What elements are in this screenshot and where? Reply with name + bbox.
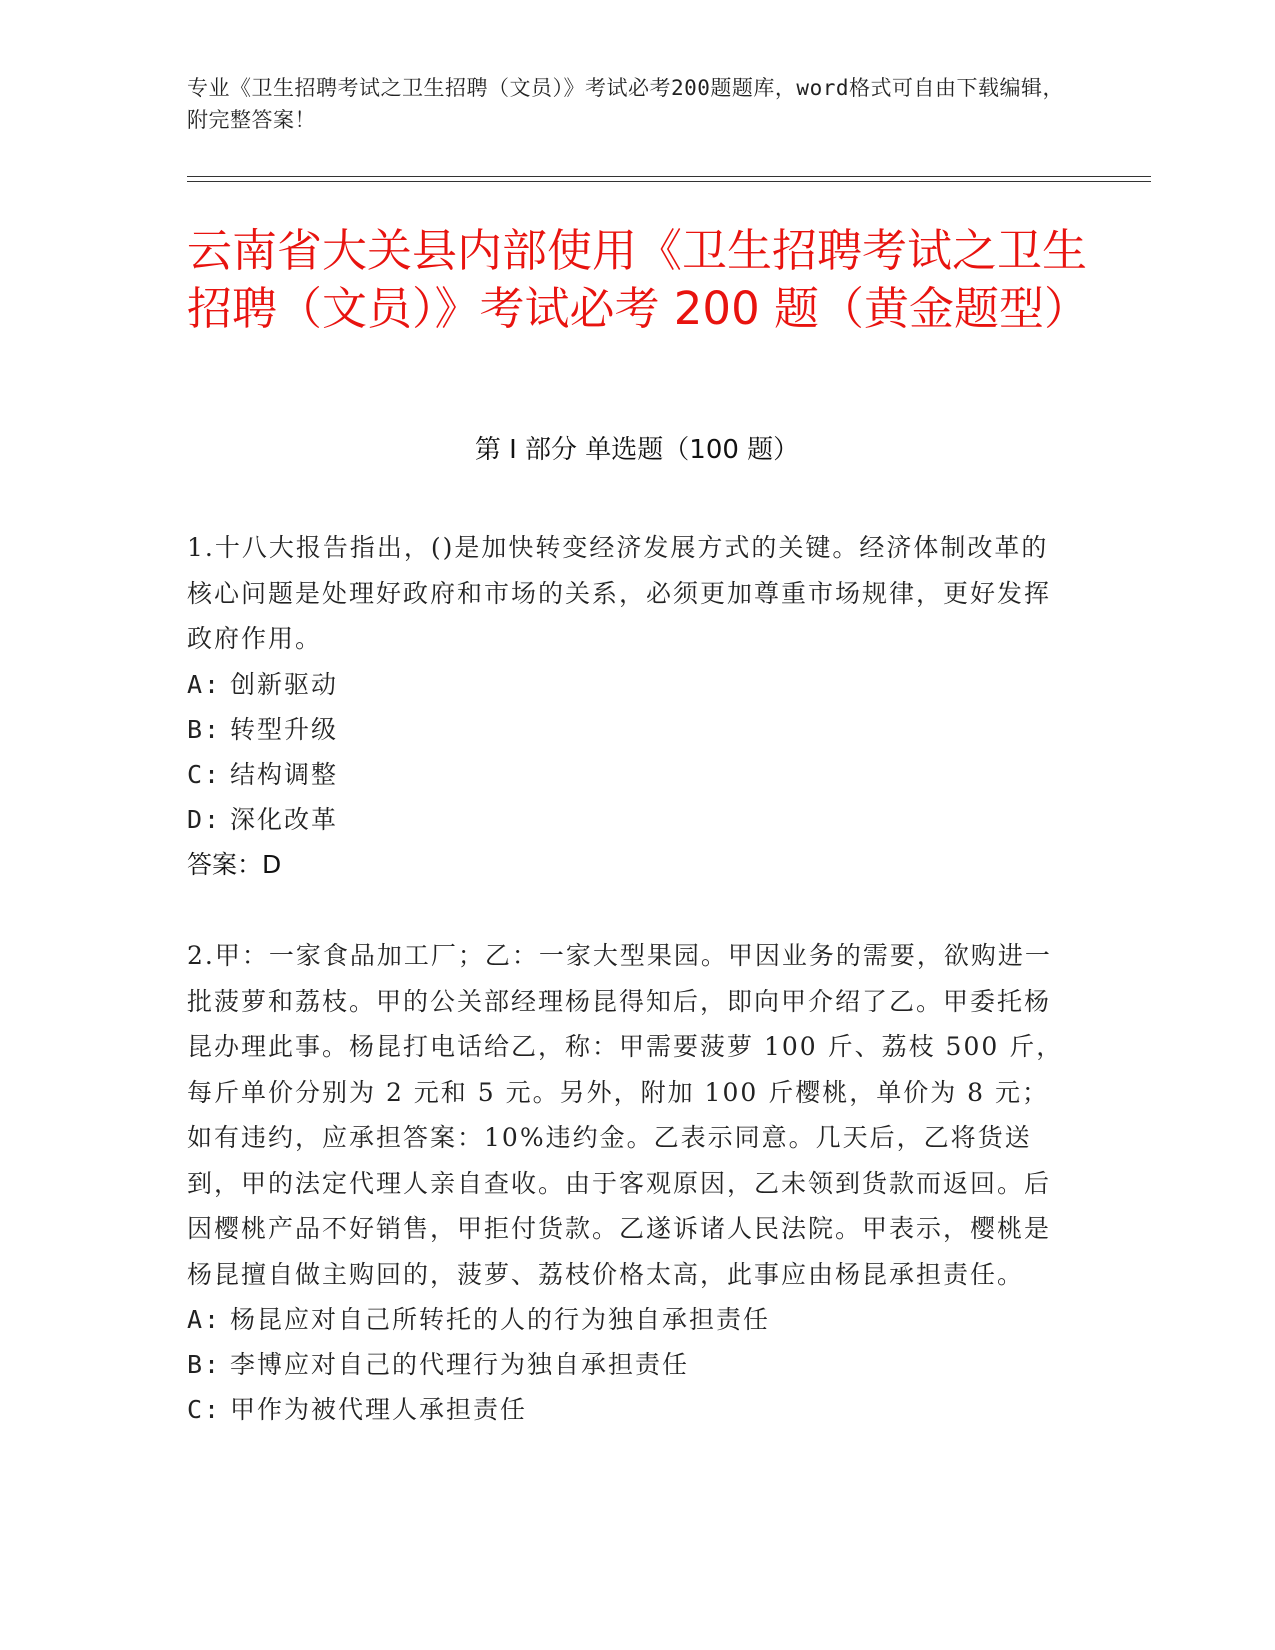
option-text: 深化改革: [230, 804, 339, 834]
header-divider-thin: [187, 181, 1151, 182]
option-text: 转型升级: [230, 714, 339, 744]
option-text: 甲作为被代理人承担责任: [230, 1395, 528, 1424]
option-a: [187, 1297, 1067, 1342]
option-key: A:: [187, 669, 222, 699]
option-text: 结构调整: [230, 759, 339, 789]
option-key: C:: [187, 759, 222, 789]
option-key: C:: [187, 1395, 222, 1424]
question-stem: 2.甲：一家食品加工厂；乙：一家大型果园。甲因业务的需要，欲购进一批菠萝和荔枝。甲的公关部经理杨昆得知后，即向甲介绍了乙。甲委托杨昆办理此事。杨昆打电话给乙，称：甲需要菠萝 100 斤、荔枝 500 斤，每斤单价分别为 2 元和 5 元。另外，附加 100 斤樱桃，单价为 8 元；如有违约，应承担答案：10%违约金。乙表示同意。几天后，乙将货送到，甲的法定代理人亲自查收。由于客观原因，乙未领到货款而返回。后因樱桃产品不好销售，甲拒付货款。乙遂诉诸人民法院。甲表示，樱桃是杨昆擅自做主购回的，菠萝、荔枝价格太高，此事应由杨昆承担责任。: [187, 941, 1064, 1289]
option-b: [187, 1342, 1067, 1387]
option-key: B:: [187, 1350, 222, 1379]
question-1: [187, 525, 1067, 887]
answer-line: 答案：D: [187, 849, 282, 879]
option-key: B:: [187, 714, 222, 744]
question-stem: 1.十八大报告指出，()是加快转变经济发展方式的关键。经济体制改革的核心问题是处理好政府和市场的关系，必须更加尊重市场规律，更好发挥政府作用。: [187, 533, 1052, 653]
option-a: [187, 662, 1067, 707]
option-text: 李博应对自己的代理行为独自承担责任: [230, 1350, 690, 1379]
option-c: [187, 1387, 1067, 1432]
option-text: 创新驱动: [230, 669, 339, 699]
option-c: [187, 752, 1067, 797]
option-b: [187, 707, 1067, 752]
question-2: [187, 933, 1067, 1432]
option-text: 杨昆应对自己所转托的人的行为独自承担责任: [230, 1305, 771, 1334]
option-d: [187, 797, 1067, 842]
option-key: D:: [187, 804, 222, 834]
option-key: A:: [187, 1305, 222, 1334]
header-divider-thick: [187, 176, 1151, 177]
document-title: 云南省大关县内部使用《卫生招聘考试之卫生招聘（文员）》考试必考 200 题（黄金题型）: [187, 224, 1090, 335]
section-heading: 第 I 部分 单选题（100 题）: [474, 435, 800, 465]
header-note: 专业《卫生招聘考试之卫生招聘（文员）》考试必考200题题库，word格式可自由下载编辑，附完整答案！: [187, 76, 1064, 132]
